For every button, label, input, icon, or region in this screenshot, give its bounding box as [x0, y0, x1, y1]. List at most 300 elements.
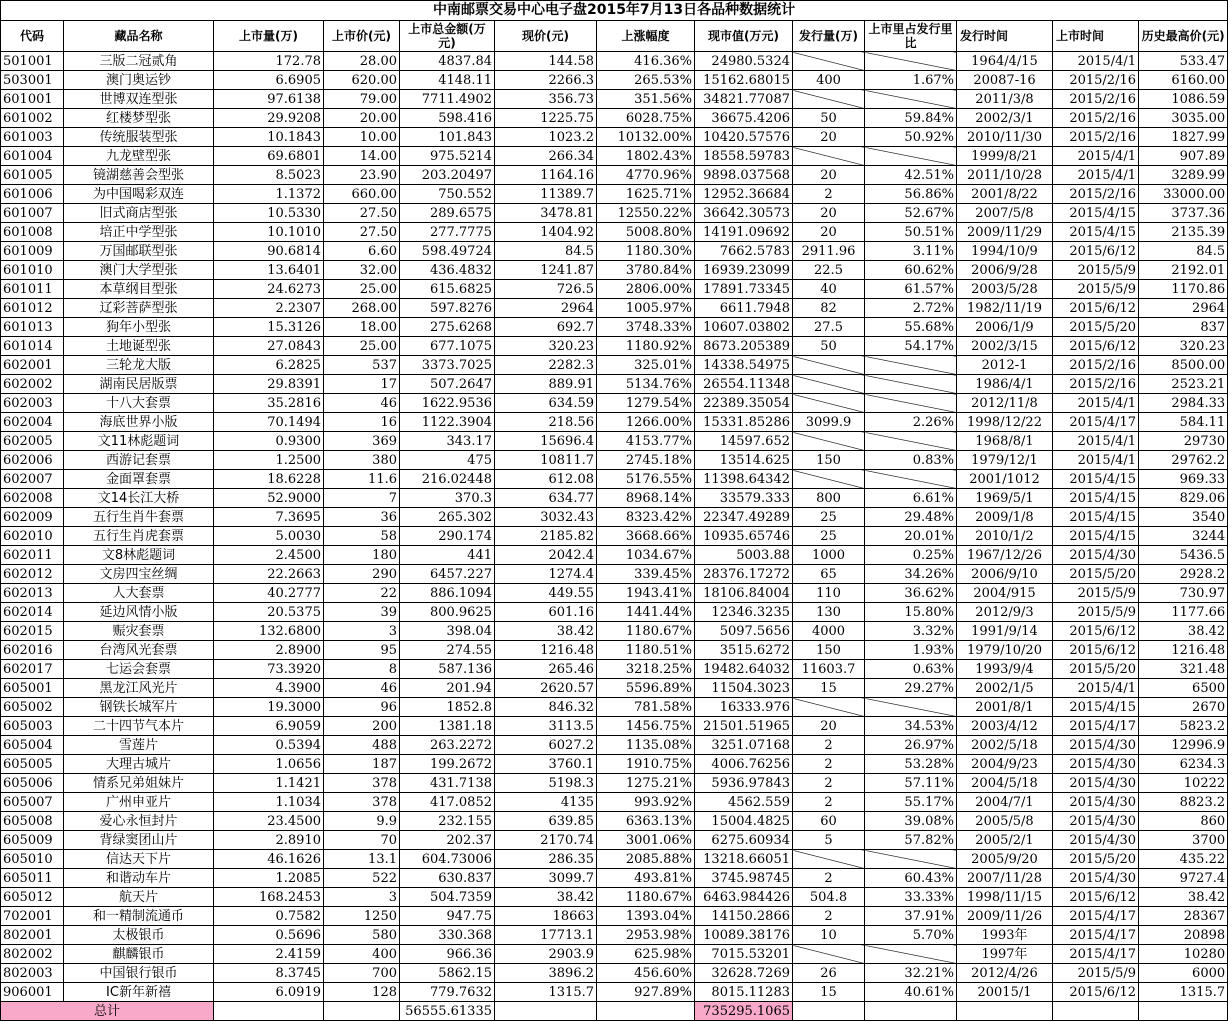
cell-issue-qty: 800 [793, 489, 865, 508]
cell-ratio: 37.91% [865, 907, 957, 926]
cell-listing-qty: 1.1372 [214, 185, 324, 204]
cell-code: 605012 [1, 888, 64, 907]
cell-name: 和一精制流通币 [64, 907, 214, 926]
table-row [1, 109, 1228, 128]
cell-issue-date: 1998/12/22 [957, 413, 1053, 432]
cell-gain: 625.98% [597, 945, 695, 964]
cell-listing-date: 2015/2/16 [1053, 375, 1139, 394]
cell-code: 602007 [1, 470, 64, 489]
cell-name: 九龙壁型张 [64, 147, 214, 166]
cell-listing-qty: 1.2500 [214, 451, 324, 470]
cell-code: 601007 [1, 204, 64, 223]
cell-listing-amount: 275.6268 [400, 318, 495, 337]
cell-code: 601002 [1, 109, 64, 128]
cell-listing-qty: 29.8391 [214, 375, 324, 394]
cell-current-price: 2964 [495, 299, 597, 318]
cell-issue-qty [793, 52, 865, 71]
cell-current-price: 38.42 [495, 622, 597, 641]
cell-high-price: 3737.36 [1139, 204, 1228, 223]
cell-listing-qty: 1.2085 [214, 869, 324, 888]
cell-listing-amount: 289.6575 [400, 204, 495, 223]
table-row [1, 793, 1228, 812]
cell-listing-price: 3 [324, 622, 400, 641]
cell-high-price: 2670 [1139, 698, 1228, 717]
cell-current-price: 449.55 [495, 584, 597, 603]
cell-listing-date: 2015/4/30 [1053, 793, 1139, 812]
table-row [1, 641, 1228, 660]
cell-code: 602003 [1, 394, 64, 413]
cell-name: IC新年新禧 [64, 983, 214, 1002]
cell-issue-qty: 20 [793, 717, 865, 736]
cell-gain: 1279.54% [597, 394, 695, 413]
cell-ratio [865, 394, 957, 413]
cell-current-price: 1241.87 [495, 261, 597, 280]
cell-listing-price: 46 [324, 679, 400, 698]
cell-listing-date: 2015/6/12 [1053, 622, 1139, 641]
cell-issue-date: 1997年 [957, 945, 1053, 964]
cell-gain: 5176.55% [597, 470, 695, 489]
cell-listing-price: 39 [324, 603, 400, 622]
cell-name: 澳门大学型张 [64, 261, 214, 280]
cell-listing-amount: 6457.227 [400, 565, 495, 584]
header-row [1, 21, 1228, 52]
cell-high-price: 8823.2 [1139, 793, 1228, 812]
cell-name: 和谐动车片 [64, 869, 214, 888]
cell-listing-amount: 975.5214 [400, 147, 495, 166]
cell-issue-qty: 20 [793, 166, 865, 185]
cell-market-value: 36675.4206 [695, 109, 793, 128]
cell-listing-amount: 587.136 [400, 660, 495, 679]
cell-ratio: 2.72% [865, 299, 957, 318]
cell-high-price: 1170.86 [1139, 280, 1228, 299]
cell-ratio: 50.92% [865, 128, 957, 147]
cell-listing-amount: 1122.3904 [400, 413, 495, 432]
cell-high-price: 38.42 [1139, 888, 1228, 907]
cell-listing-amount: 7711.4902 [400, 90, 495, 109]
cell-name: 背绿窦团山片 [64, 831, 214, 850]
cell-issue-qty [793, 375, 865, 394]
cell-code: 602001 [1, 356, 64, 375]
cell-ratio: 26.97% [865, 736, 957, 755]
cell-listing-date: 2015/4/15 [1053, 508, 1139, 527]
cell-listing-qty: 2.4500 [214, 546, 324, 565]
total-empty [214, 1002, 324, 1021]
cell-code: 605001 [1, 679, 64, 698]
cell-listing-price: 36 [324, 508, 400, 527]
cell-ratio: 60.62% [865, 261, 957, 280]
cell-listing-qty: 46.1626 [214, 850, 324, 869]
cell-high-price: 907.89 [1139, 147, 1228, 166]
cell-market-value: 24980.5324 [695, 52, 793, 71]
cell-market-value: 10607.03802 [695, 318, 793, 337]
cell-issue-date: 1993/9/4 [957, 660, 1053, 679]
table-row [1, 413, 1228, 432]
cell-listing-qty: 40.2777 [214, 584, 324, 603]
cell-issue-date: 20015/1 [957, 983, 1053, 1002]
cell-current-price: 1023.2 [495, 128, 597, 147]
cell-issue-date: 2006/9/28 [957, 261, 1053, 280]
cell-ratio: 6.61% [865, 489, 957, 508]
cell-name: 澳门奥运钞 [64, 71, 214, 90]
cell-listing-amount: 598.49724 [400, 242, 495, 261]
cell-code: 602004 [1, 413, 64, 432]
cell-issue-qty [793, 432, 865, 451]
header-listing-amount: 上市总金额(万元) [400, 21, 495, 52]
cell-listing-price: 380 [324, 451, 400, 470]
cell-listing-price: 46 [324, 394, 400, 413]
cell-ratio: 57.82% [865, 831, 957, 850]
cell-listing-price: 95 [324, 641, 400, 660]
cell-current-price: 265.46 [495, 660, 597, 679]
cell-gain: 5008.80% [597, 223, 695, 242]
cell-gain: 4153.77% [597, 432, 695, 451]
cell-issue-date: 2009/1/8 [957, 508, 1053, 527]
cell-market-value: 15162.68015 [695, 71, 793, 90]
cell-ratio: 56.86% [865, 185, 957, 204]
table-row [1, 831, 1228, 850]
cell-issue-qty: 2911.96 [793, 242, 865, 261]
cell-gain: 351.56% [597, 90, 695, 109]
cell-ratio: 61.57% [865, 280, 957, 299]
table-row [1, 394, 1228, 413]
cell-name: 世博双连型张 [64, 90, 214, 109]
cell-name: 为中国喝彩双连 [64, 185, 214, 204]
cell-listing-amount: 598.416 [400, 109, 495, 128]
cell-market-value: 13218.66051 [695, 850, 793, 869]
cell-listing-amount: 475 [400, 451, 495, 470]
cell-listing-amount: 441 [400, 546, 495, 565]
cell-name: 太极银币 [64, 926, 214, 945]
cell-listing-qty: 1.0656 [214, 755, 324, 774]
cell-high-price: 20898 [1139, 926, 1228, 945]
cell-issue-date: 2001/1012 [957, 470, 1053, 489]
header-issue-date: 发行时间 [957, 21, 1053, 52]
cell-current-price: 1274.4 [495, 565, 597, 584]
cell-market-value: 16939.23099 [695, 261, 793, 280]
cell-listing-price: 620.00 [324, 71, 400, 90]
cell-listing-date: 2015/4/30 [1053, 869, 1139, 888]
cell-ratio: 40.61% [865, 983, 957, 1002]
table-row [1, 432, 1228, 451]
cell-listing-price: 3 [324, 888, 400, 907]
cell-listing-qty: 2.4159 [214, 945, 324, 964]
cell-issue-date: 1967/12/26 [957, 546, 1053, 565]
cell-current-price: 1164.16 [495, 166, 597, 185]
cell-listing-date: 2015/2/16 [1053, 185, 1139, 204]
cell-listing-qty: 52.9000 [214, 489, 324, 508]
cell-high-price: 321.48 [1139, 660, 1228, 679]
cell-listing-qty: 2.8910 [214, 831, 324, 850]
cell-gain: 1441.44% [597, 603, 695, 622]
total-empty [793, 1002, 865, 1021]
cell-current-price: 4135 [495, 793, 597, 812]
cell-listing-price: 537 [324, 356, 400, 375]
cell-gain: 2806.00% [597, 280, 695, 299]
cell-ratio [865, 850, 957, 869]
cell-listing-qty: 0.5696 [214, 926, 324, 945]
cell-gain: 1943.41% [597, 584, 695, 603]
cell-issue-date: 2007/5/8 [957, 204, 1053, 223]
table-row [1, 983, 1228, 1002]
cell-listing-qty: 90.6814 [214, 242, 324, 261]
cell-listing-date: 2015/4/30 [1053, 812, 1139, 831]
header-listing-date: 上市时间 [1053, 21, 1139, 52]
cell-listing-date: 2015/4/30 [1053, 755, 1139, 774]
cell-high-price: 1216.48 [1139, 641, 1228, 660]
cell-current-price: 356.73 [495, 90, 597, 109]
cell-code: 601003 [1, 128, 64, 147]
cell-issue-date: 2004/5/18 [957, 774, 1053, 793]
cell-code: 601008 [1, 223, 64, 242]
cell-current-price: 84.5 [495, 242, 597, 261]
cell-listing-amount: 4837.84 [400, 52, 495, 71]
cell-issue-date: 1986/4/1 [957, 375, 1053, 394]
cell-high-price: 2192.01 [1139, 261, 1228, 280]
cell-market-value: 13514.625 [695, 451, 793, 470]
cell-listing-price: 32.00 [324, 261, 400, 280]
cell-name: 信达天下片 [64, 850, 214, 869]
cell-current-price: 1225.75 [495, 109, 597, 128]
cell-listing-qty: 5.0030 [214, 527, 324, 546]
cell-issue-date: 2006/9/10 [957, 565, 1053, 584]
cell-issue-date: 1998/11/15 [957, 888, 1053, 907]
cell-issue-qty: 10 [793, 926, 865, 945]
cell-listing-price: 28.00 [324, 52, 400, 71]
cell-code: 605003 [1, 717, 64, 736]
cell-market-value: 8673.205389 [695, 337, 793, 356]
cell-current-price: 3896.2 [495, 964, 597, 983]
cell-issue-qty: 20 [793, 204, 865, 223]
cell-high-price: 10280 [1139, 945, 1228, 964]
cell-listing-amount: 199.2672 [400, 755, 495, 774]
table-row [1, 337, 1228, 356]
cell-current-price: 3113.5 [495, 717, 597, 736]
cell-listing-amount: 203.20497 [400, 166, 495, 185]
cell-ratio: 54.17% [865, 337, 957, 356]
cell-listing-date: 2015/5/20 [1053, 565, 1139, 584]
cell-gain: 781.58% [597, 698, 695, 717]
cell-issue-qty: 2 [793, 774, 865, 793]
total-market-value: 735295.1065 [695, 1002, 793, 1021]
header-high-price: 历史最高价(元) [1139, 21, 1228, 52]
cell-listing-qty: 20.5375 [214, 603, 324, 622]
cell-market-value: 10089.38176 [695, 926, 793, 945]
cell-current-price: 2266.3 [495, 71, 597, 90]
cell-listing-date: 2015/5/9 [1053, 964, 1139, 983]
cell-listing-price: 70 [324, 831, 400, 850]
cell-listing-date: 2015/5/9 [1053, 280, 1139, 299]
cell-ratio: 42.51% [865, 166, 957, 185]
table-row [1, 318, 1228, 337]
cell-listing-date: 2015/4/30 [1053, 774, 1139, 793]
cell-listing-qty: 0.9300 [214, 432, 324, 451]
cell-gain: 8323.42% [597, 508, 695, 527]
cell-issue-date: 2002/3/15 [957, 337, 1053, 356]
cell-market-value: 6275.60934 [695, 831, 793, 850]
cell-ratio [865, 356, 957, 375]
cell-high-price: 33000.00 [1139, 185, 1228, 204]
cell-listing-amount: 1381.18 [400, 717, 495, 736]
cell-listing-amount: 216.02448 [400, 470, 495, 489]
cell-issue-date: 2003/4/12 [957, 717, 1053, 736]
table-row [1, 147, 1228, 166]
cell-listing-amount: 101.843 [400, 128, 495, 147]
cell-listing-price: 14.00 [324, 147, 400, 166]
cell-listing-price: 23.90 [324, 166, 400, 185]
cell-listing-amount: 597.8276 [400, 299, 495, 318]
cell-gain: 1625.71% [597, 185, 695, 204]
cell-gain: 1180.51% [597, 641, 695, 660]
cell-market-value: 16333.976 [695, 698, 793, 717]
cell-listing-price: 16 [324, 413, 400, 432]
cell-listing-qty: 73.3920 [214, 660, 324, 679]
cell-high-price: 6160.00 [1139, 71, 1228, 90]
cell-listing-date: 2015/5/20 [1053, 850, 1139, 869]
cell-listing-price: 290 [324, 565, 400, 584]
cell-listing-price: 18.00 [324, 318, 400, 337]
cell-market-value: 18558.59783 [695, 147, 793, 166]
cell-code: 702001 [1, 907, 64, 926]
cell-issue-date: 2012/9/3 [957, 603, 1053, 622]
cell-issue-qty [793, 470, 865, 489]
cell-ratio: 59.84% [865, 109, 957, 128]
cell-listing-amount: 417.0852 [400, 793, 495, 812]
cell-listing-qty: 27.0843 [214, 337, 324, 356]
cell-issue-date: 2005/5/8 [957, 812, 1053, 831]
cell-code: 605011 [1, 869, 64, 888]
total-empty [1053, 1002, 1139, 1021]
cell-listing-date: 2015/5/20 [1053, 318, 1139, 337]
cell-code: 605004 [1, 736, 64, 755]
cell-listing-price: 9.9 [324, 812, 400, 831]
cell-listing-qty: 70.1494 [214, 413, 324, 432]
cell-issue-date: 2009/11/26 [957, 907, 1053, 926]
cell-high-price: 3289.99 [1139, 166, 1228, 185]
cell-issue-qty: 20 [793, 128, 865, 147]
cell-ratio: 52.67% [865, 204, 957, 223]
cell-high-price: 6000 [1139, 964, 1228, 983]
cell-name: 三轮龙大版 [64, 356, 214, 375]
cell-name: 台湾风光套票 [64, 641, 214, 660]
total-row [1, 1002, 1228, 1021]
cell-listing-price: 13.1 [324, 850, 400, 869]
cell-listing-qty: 6.0919 [214, 983, 324, 1002]
cell-issue-date: 2005/2/1 [957, 831, 1053, 850]
cell-market-value: 7662.5783 [695, 242, 793, 261]
cell-name: 红楼梦型张 [64, 109, 214, 128]
cell-market-value: 3251.07168 [695, 736, 793, 755]
cell-name: 情系兄弟姐妹片 [64, 774, 214, 793]
cell-code: 602009 [1, 508, 64, 527]
cell-code: 601011 [1, 280, 64, 299]
cell-listing-qty: 29.9208 [214, 109, 324, 128]
cell-name: 湖南民居版票 [64, 375, 214, 394]
cell-current-price: 3099.7 [495, 869, 597, 888]
cell-code: 602008 [1, 489, 64, 508]
cell-listing-date: 2015/4/1 [1053, 679, 1139, 698]
cell-listing-date: 2015/6/12 [1053, 641, 1139, 660]
table-row [1, 812, 1228, 831]
cell-listing-date: 2015/4/17 [1053, 926, 1139, 945]
cell-listing-qty: 19.3000 [214, 698, 324, 717]
total-empty [597, 1002, 695, 1021]
cell-listing-date: 2015/5/9 [1053, 584, 1139, 603]
cell-ratio [865, 147, 957, 166]
cell-gain: 1393.04% [597, 907, 695, 926]
cell-gain: 325.01% [597, 356, 695, 375]
cell-listing-qty: 35.2816 [214, 394, 324, 413]
cell-issue-qty: 2 [793, 736, 865, 755]
cell-market-value: 11504.3023 [695, 679, 793, 698]
cell-ratio: 1.93% [865, 641, 957, 660]
cell-issue-date: 2001/8/22 [957, 185, 1053, 204]
cell-market-value: 5936.97843 [695, 774, 793, 793]
table-row [1, 679, 1228, 698]
cell-name: 传统服装型张 [64, 128, 214, 147]
cell-listing-amount: 630.837 [400, 869, 495, 888]
cell-high-price: 8500.00 [1139, 356, 1228, 375]
cell-listing-date: 2015/4/15 [1053, 223, 1139, 242]
table-row [1, 622, 1228, 641]
cell-ratio: 55.68% [865, 318, 957, 337]
cell-gain: 493.81% [597, 869, 695, 888]
cell-name: 文11林彪题词 [64, 432, 214, 451]
cell-code: 601010 [1, 261, 64, 280]
cell-listing-qty: 172.78 [214, 52, 324, 71]
cell-name: 西游记套票 [64, 451, 214, 470]
cell-issue-qty: 26 [793, 964, 865, 983]
cell-listing-price: 660.00 [324, 185, 400, 204]
cell-listing-amount: 779.7632 [400, 983, 495, 1002]
table-row [1, 261, 1228, 280]
cell-listing-date: 2015/5/9 [1053, 603, 1139, 622]
cell-listing-date: 2015/4/1 [1053, 166, 1139, 185]
cell-issue-date: 1999/8/21 [957, 147, 1053, 166]
cell-listing-date: 2015/4/15 [1053, 527, 1139, 546]
cell-listing-date: 2015/4/15 [1053, 698, 1139, 717]
cell-high-price: 28367 [1139, 907, 1228, 926]
cell-issue-date: 20087-16 [957, 71, 1053, 90]
cell-current-price: 1404.92 [495, 223, 597, 242]
cell-listing-amount: 274.55 [400, 641, 495, 660]
cell-name: 赈灾套票 [64, 622, 214, 641]
cell-gain: 1180.67% [597, 888, 695, 907]
cell-listing-date: 2015/5/20 [1053, 660, 1139, 679]
cell-issue-qty [793, 945, 865, 964]
cell-market-value: 28376.17272 [695, 565, 793, 584]
cell-gain: 3780.84% [597, 261, 695, 280]
cell-ratio [865, 90, 957, 109]
cell-high-price: 3035.00 [1139, 109, 1228, 128]
cell-name: 钢铁长城军片 [64, 698, 214, 717]
cell-listing-qty: 10.1010 [214, 223, 324, 242]
cell-market-value: 10420.57576 [695, 128, 793, 147]
cell-high-price: 9727.4 [1139, 869, 1228, 888]
cell-issue-qty: 110 [793, 584, 865, 603]
total-amount: 56555.61335 [400, 1002, 495, 1021]
cell-issue-qty: 27.5 [793, 318, 865, 337]
table-row [1, 603, 1228, 622]
cell-code: 601009 [1, 242, 64, 261]
cell-listing-date: 2015/4/1 [1053, 52, 1139, 71]
cell-issue-date: 2002/3/1 [957, 109, 1053, 128]
cell-listing-price: 488 [324, 736, 400, 755]
cell-code: 602002 [1, 375, 64, 394]
cell-listing-date: 2015/4/1 [1053, 451, 1139, 470]
cell-listing-qty: 168.2453 [214, 888, 324, 907]
cell-listing-price: 369 [324, 432, 400, 451]
cell-market-value: 15004.4825 [695, 812, 793, 831]
